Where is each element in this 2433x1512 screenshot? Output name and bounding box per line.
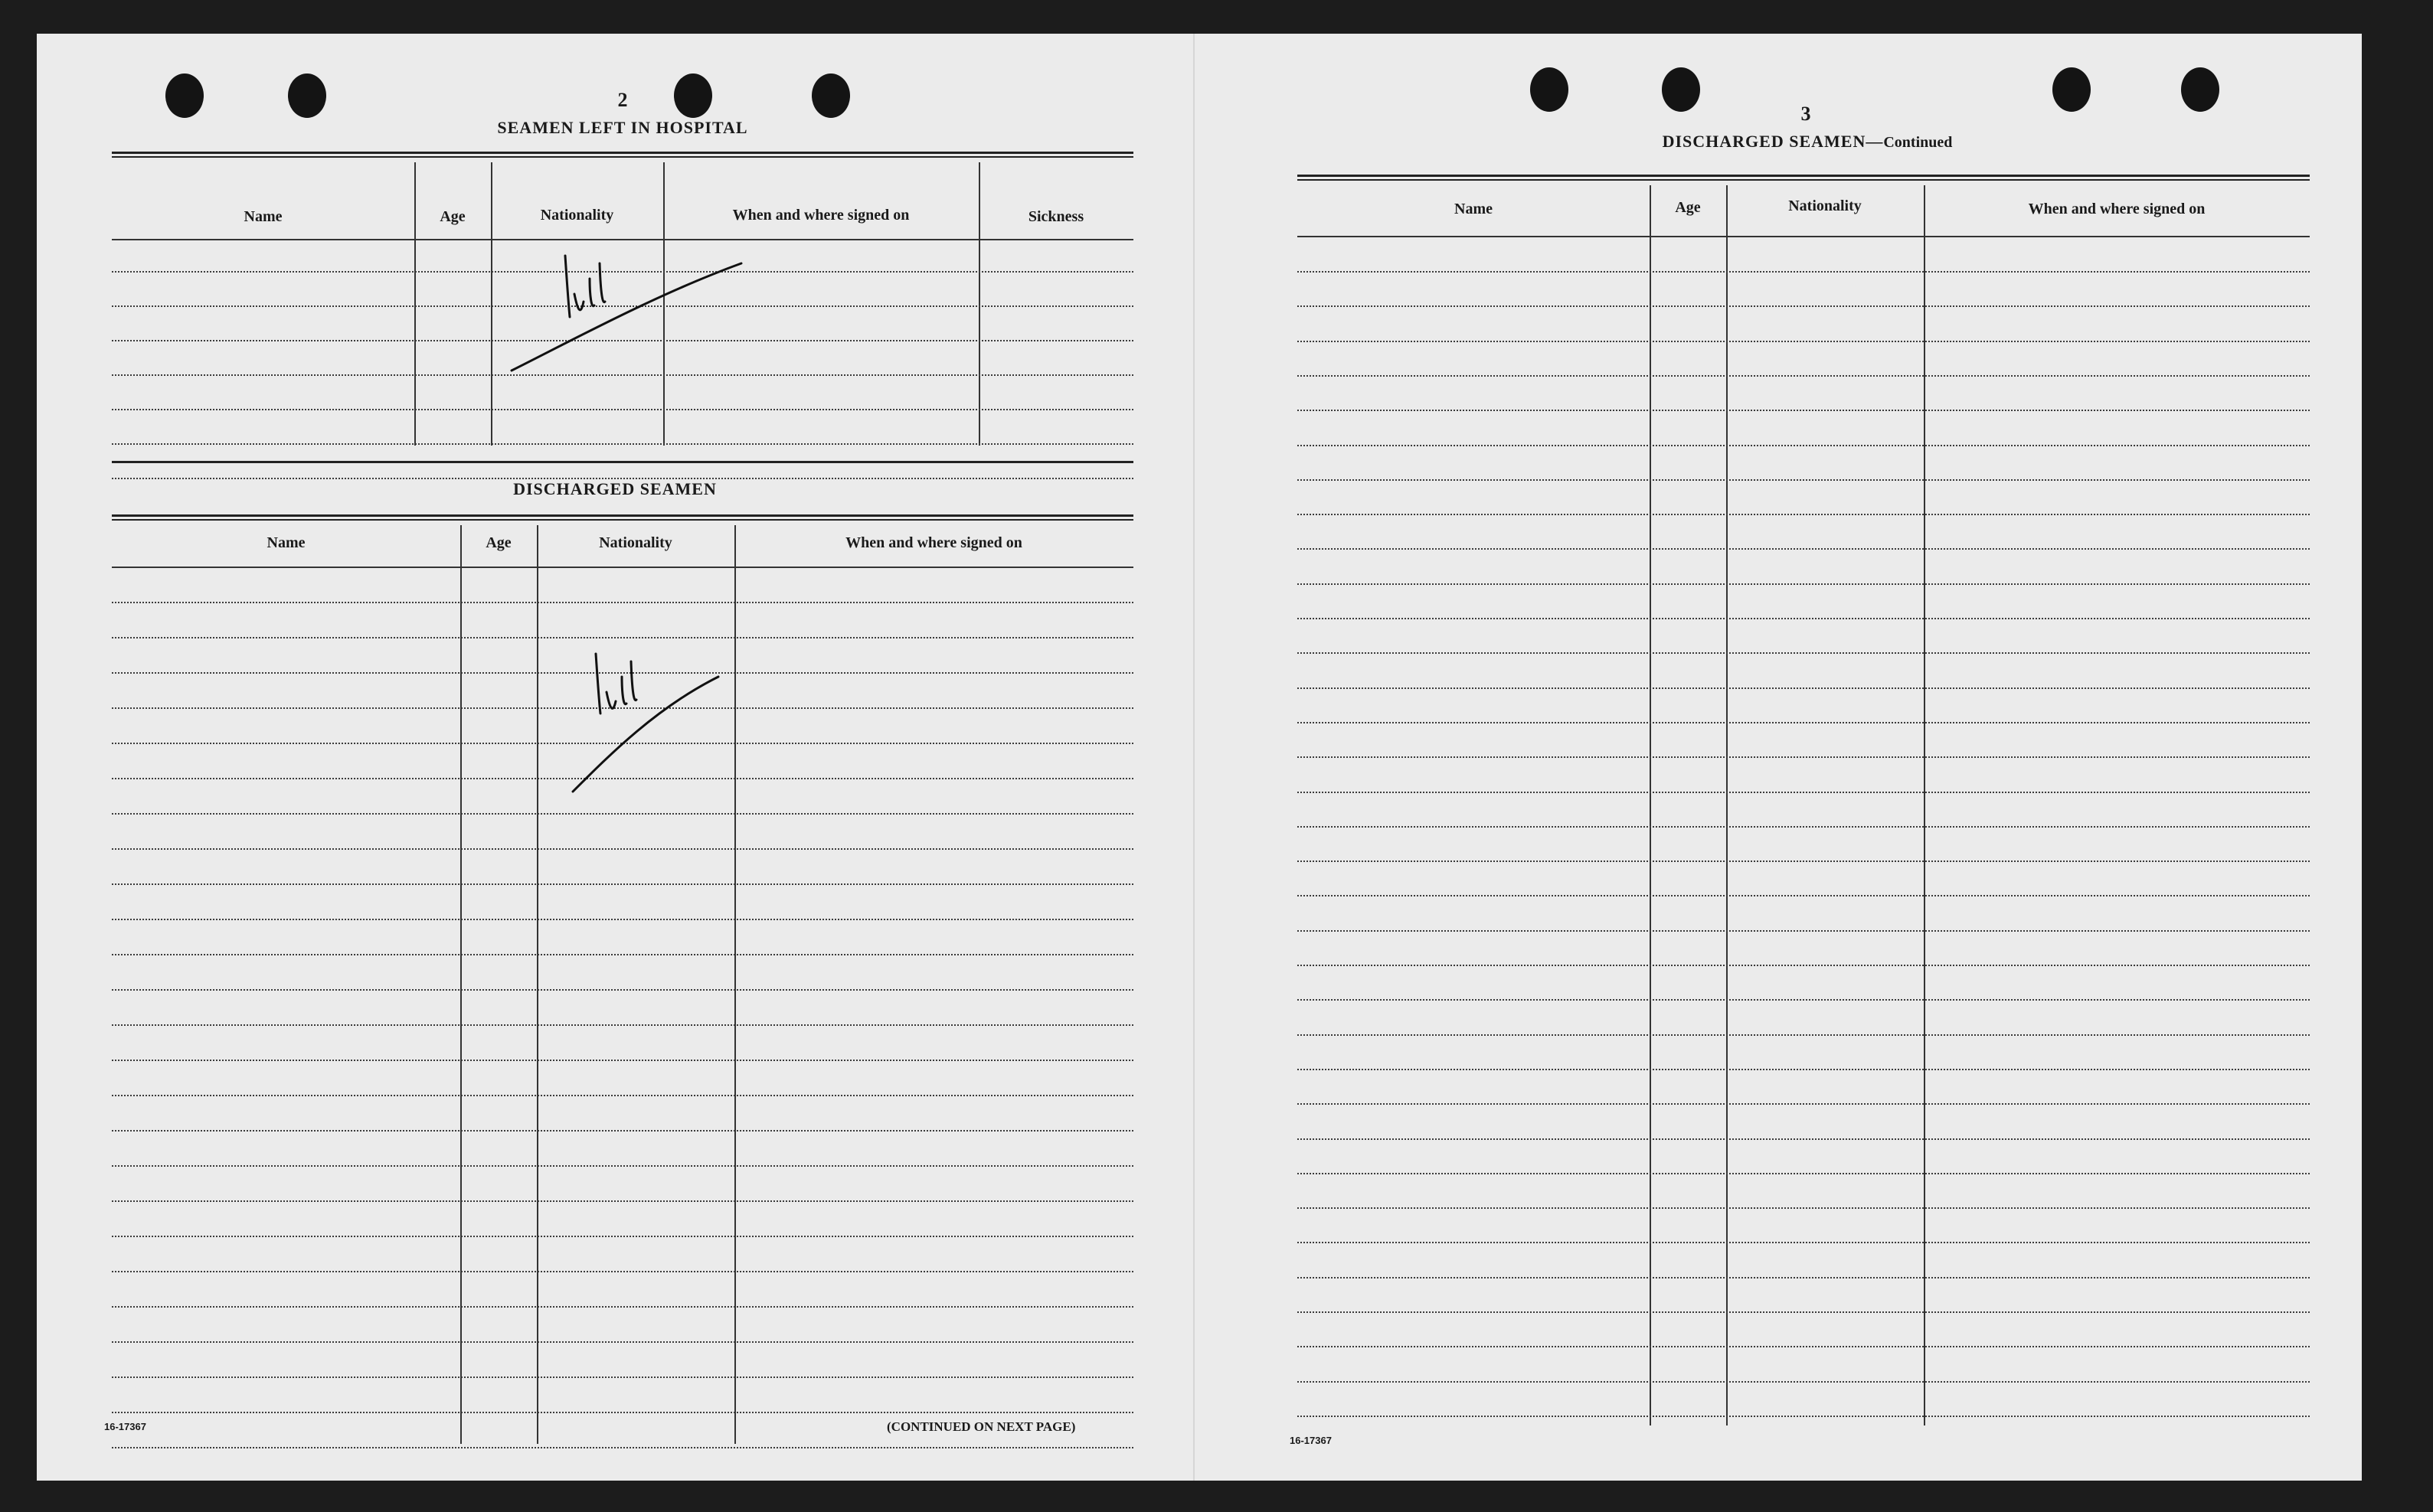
table-row-line — [112, 1200, 1133, 1202]
title-main: DISCHARGED SEAMEN— — [1662, 132, 1884, 151]
double-rule — [1297, 175, 2310, 181]
table-row-line — [112, 848, 1133, 850]
table-row-line — [1297, 895, 2310, 896]
table-row-line — [1297, 1311, 2310, 1313]
table-row-line — [1297, 1381, 2310, 1383]
hospital-section-title: SEAMEN LEFT IN HOSPITAL — [497, 118, 748, 137]
column-divider — [414, 162, 416, 446]
table-row-line — [1297, 1034, 2310, 1036]
column-header-nationality: Nationality — [540, 207, 614, 224]
table-row-line — [112, 1306, 1133, 1308]
table-row-line — [1297, 375, 2310, 377]
double-rule — [112, 152, 1133, 158]
table-row-line — [1297, 479, 2310, 481]
table-row-line — [1297, 930, 2310, 932]
column-header-nationality: Nationality — [1788, 198, 1862, 214]
table-row-line — [112, 1376, 1133, 1378]
continued-note: (CONTINUED ON NEXT PAGE) — [887, 1419, 1076, 1434]
table-row-line — [1297, 618, 2310, 619]
table-row-line — [1297, 1416, 2310, 1417]
table-row-line — [112, 1447, 1133, 1448]
column-header-sickness: Sickness — [1028, 208, 1084, 225]
table-row-line — [1297, 583, 2310, 585]
page-number: 2 — [617, 89, 628, 111]
column-header-name: Name — [244, 208, 283, 225]
table-row-line — [1297, 410, 2310, 411]
table-row-line — [1297, 1173, 2310, 1174]
table-row-line — [112, 1271, 1133, 1272]
double-rule — [112, 514, 1133, 521]
table-row-line — [1297, 1346, 2310, 1347]
table-row-line — [112, 954, 1133, 955]
table-row-line — [112, 919, 1133, 920]
column-divider — [1726, 185, 1728, 1425]
table-row-line — [1297, 1103, 2310, 1105]
document-sheet — [37, 34, 2362, 1481]
table-row-line — [112, 1024, 1133, 1026]
form-number: 16-17367 — [1290, 1435, 1332, 1446]
table-row-line — [112, 1095, 1133, 1096]
table-row-line — [1297, 999, 2310, 1001]
table-row-line — [1297, 652, 2310, 654]
table-row-line — [112, 1236, 1133, 1237]
table-row-line — [112, 1060, 1133, 1061]
column-header-signed-on: When and where signed on — [845, 534, 1022, 551]
table-row-line — [1297, 1277, 2310, 1279]
discharged-section-title: DISCHARGED SEAMEN — [513, 479, 717, 498]
table-row-line — [1297, 687, 2310, 689]
table-row-line — [1297, 722, 2310, 723]
column-header-name: Name — [1454, 201, 1493, 217]
table-row-line — [112, 989, 1133, 991]
table-row-line — [112, 1341, 1133, 1343]
column-header-signed-on: When and where signed on — [732, 207, 910, 224]
header-rule — [1297, 236, 2310, 237]
column-header-age: Age — [440, 208, 466, 225]
table-row-line — [1297, 1069, 2310, 1070]
table-row-line — [112, 409, 1133, 410]
table-row-line — [1297, 305, 2310, 307]
column-header-signed-on: When and where signed on — [2028, 201, 2206, 217]
void-signature — [504, 210, 757, 386]
header-rule — [112, 567, 1133, 568]
void-signature — [565, 631, 741, 807]
table-row-line — [112, 1130, 1133, 1132]
column-divider — [491, 162, 492, 446]
table-row-line — [1297, 341, 2310, 342]
table-row-line — [1297, 445, 2310, 446]
discharged-continued-table — [1297, 185, 2310, 1425]
table-row-line — [1297, 826, 2310, 828]
table-row-line — [1297, 756, 2310, 758]
title-suffix: Continued — [1883, 134, 1953, 151]
discharged-continued-title — [1562, 132, 2052, 152]
table-row-line — [1297, 792, 2310, 793]
table-row-line — [1297, 1138, 2310, 1140]
column-header-age: Age — [486, 534, 512, 551]
table-row-line — [1297, 861, 2310, 862]
column-divider — [979, 162, 980, 446]
table-row-line — [112, 1165, 1133, 1167]
table-row-line — [1297, 1242, 2310, 1243]
left-page — [37, 34, 1193, 1481]
column-header-age: Age — [1675, 199, 1701, 216]
page-number: 3 — [1800, 103, 1811, 125]
column-divider — [1924, 185, 1925, 1425]
column-header-name: Name — [267, 534, 306, 551]
table-row-line — [1297, 548, 2310, 550]
table-row-line — [112, 443, 1133, 445]
form-number: 16-17367 — [104, 1421, 146, 1432]
double-rule — [112, 461, 1133, 463]
column-header-nationality: Nationality — [599, 534, 672, 551]
table-row-line — [1297, 965, 2310, 966]
table-row-line — [1297, 271, 2310, 273]
table-row-line — [112, 1412, 1133, 1413]
table-row-line — [112, 883, 1133, 885]
table-row-line — [112, 602, 1133, 603]
table-row-line — [1297, 1207, 2310, 1209]
right-page — [1195, 34, 2362, 1481]
column-divider — [1650, 185, 1651, 1425]
table-row-line — [1297, 514, 2310, 515]
table-row-line — [112, 813, 1133, 815]
